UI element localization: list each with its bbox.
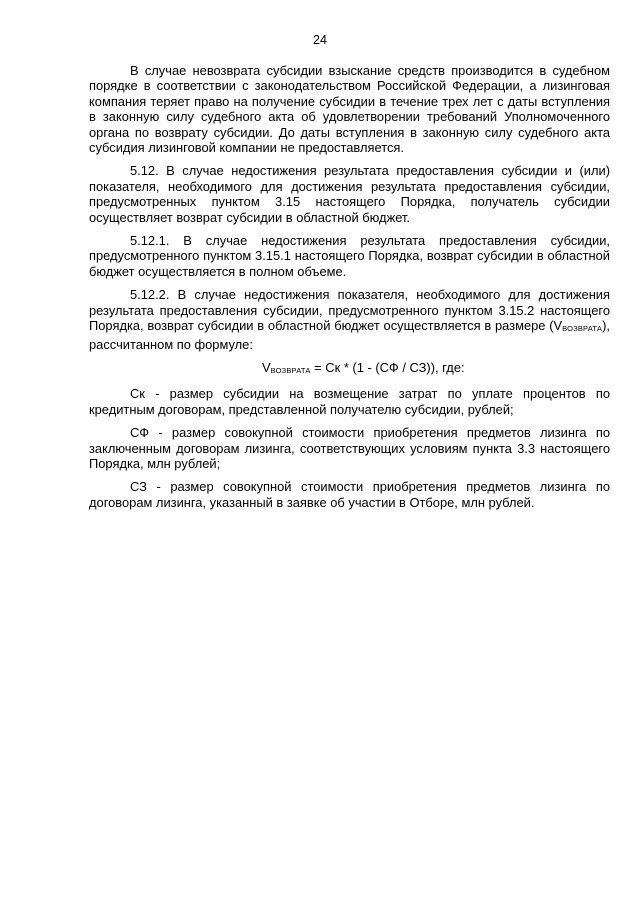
definition-sz: СЗ - размер совокупной стоимости приобретения предметов лизинга по договорам лизинга, указанный в заявке об участии в Отборе, млн рублей. [89,479,610,510]
formula-subscript: ВОЗВРАТА [270,365,311,375]
paragraph-nonrefund: В случае невозврата субсидии взыскание средств производится в судебном порядке в соответствии с законодательством Российской Федерации, а лизинговая компания теряет право на получение субсидии в течение трех лет с даты вступления в законную силу судебного акта об удовлетворении требований Уполномоченного органа по возврату субсидии. До даты вступления в законную силу судебного акта субсидия лизинговой компании не предоставляется. [89,63,610,156]
page-number: 24 [313,33,327,47]
paragraph-5-12-2-text-start: 5.12.2. В случае недостижения показателя, необходимого для достижения результата предоставления субсидии, предусмотренного пунктом 3.15.2 настоящего Порядка, возврат субсидии в областной бюджет осуществляется в размере (V [89,287,610,334]
paragraph-5-12-2 [89,287,610,352]
formula-expression: = Ск * (1 - (СФ / СЗ)), где: [310,359,465,375]
definition-sf: СФ - размер совокупной стоимости приобретения предметов лизинга по заключенным договорам лизинга, соответствующих условиям пункта 3.3 настоящего Порядка, млн рублей; [89,425,610,471]
paragraph-5-12-2-text-end: ), рассчитанном по формуле: [89,318,610,352]
paragraph-5-12-2-subscript: ВОЗВРАТА [562,324,603,334]
paragraph-5-12: 5.12. В случае недостижения результата предоставления субсидии и (или) показателя, необходимого для достижения результата предоставления субсидии, предусмотренных пунктом 3.15 настоящего Порядка, получатель субсидии осуществляет возврат субсидии в областной бюджет. [89,163,610,225]
formula-variable: V [262,359,271,375]
paragraph-5-12-1: 5.12.1. В случае недостижения результата предоставления субсидии, предусмотренного пунктом 3.15.1 настоящего Порядка, возврат субсидии в областной бюджет осуществляется в полном объеме. [89,233,610,279]
refund-formula [89,360,610,378]
document-body [89,63,610,518]
definition-sk: Ск - размер субсидии на возмещение затрат по уплате процентов по кредитным договорам, представленной получателю субсидии, рублей; [89,386,610,417]
